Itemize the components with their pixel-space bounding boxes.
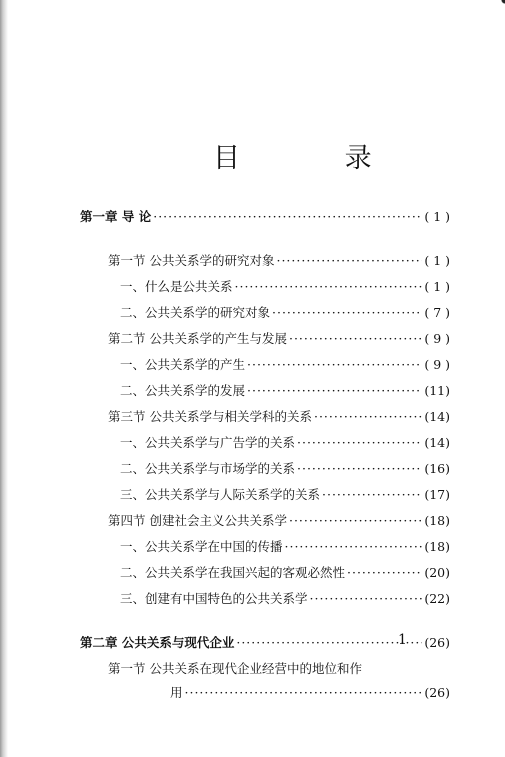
toc-entry-label: 一、公共关系学与广告学的关系 (120, 435, 296, 450)
toc-section (80, 404, 450, 430)
scan-shadow-edge (0, 0, 8, 757)
leader-dots (285, 534, 423, 560)
toc-page-number: ( 1 ) (424, 209, 450, 224)
toc-entry-label: 第一节 公共关系在现代企业经营中的地位和作 (108, 661, 362, 676)
toc-page-number: ( 9 ) (424, 357, 450, 372)
toc-entry-label: 一、公共关系学在中国的传播 (120, 539, 283, 554)
toc-subsection (80, 534, 450, 560)
toc-page-number: (26) (424, 635, 450, 650)
toc-section-wrapped (80, 656, 450, 704)
toc-entry-label: 第四节 创建社会主义公共关系学 (108, 513, 287, 528)
toc-page-number: (14) (424, 435, 450, 450)
toc-page-number: (18) (424, 539, 450, 554)
toc-page-number: (18) (424, 513, 450, 528)
leader-dots (347, 560, 422, 586)
toc-page-number: ( 1 ) (424, 253, 450, 268)
toc-chapter-2 (80, 630, 450, 656)
toc-section (80, 508, 450, 534)
toc-page-number: (16) (424, 461, 450, 476)
toc-page-number: ( 7 ) (424, 305, 450, 320)
toc-subsection (80, 378, 450, 404)
toc-section (80, 326, 450, 352)
toc-page-number: (14) (424, 409, 450, 424)
page-folio-number: 1 (398, 632, 407, 648)
toc-page-number: (20) (424, 565, 450, 580)
toc-page-number: (22) (424, 591, 450, 606)
toc-subsection (80, 300, 450, 326)
leader-dots (153, 204, 422, 230)
leader-dots (276, 248, 422, 274)
leader-dots (297, 456, 422, 482)
toc-entry-label: 二、公共关系学在我国兴起的客观必然性 (120, 565, 346, 580)
toc-page-number: (11) (424, 383, 450, 398)
toc-chapter-1 (80, 204, 450, 230)
leader-dots (289, 326, 422, 352)
leader-dots (247, 352, 422, 378)
scan-corner-mark (493, 0, 505, 12)
leader-dots (272, 300, 422, 326)
toc-entry-label: 第二章 公共关系与现代企业 (80, 635, 235, 650)
toc-subsection (80, 586, 450, 612)
table-of-contents (80, 204, 450, 704)
toc-entry-label: 第一节 公共关系学的研究对象 (108, 253, 275, 268)
toc-page-number: ( 1 ) (424, 279, 450, 294)
toc-entry-label: 二、公共关系学的发展 (120, 383, 246, 398)
toc-subsection (80, 560, 450, 586)
toc-subsection (80, 482, 450, 508)
toc-entry-label: 一、公共关系学的产生 (120, 357, 246, 372)
toc-entry-label: 第三节 公共关系学与相关学科的关系 (108, 409, 312, 424)
leader-dots (247, 378, 422, 404)
leader-dots (322, 482, 422, 508)
leader-dots (314, 404, 422, 430)
leader-dots (236, 630, 422, 656)
toc-subsection (80, 456, 450, 482)
toc-section (80, 248, 450, 274)
toc-entry-label: 二、公共关系学的研究对象 (120, 305, 271, 320)
toc-page-number: (17) (424, 487, 450, 502)
toc-subsection (80, 352, 450, 378)
toc-subsection (80, 274, 450, 300)
toc-entry-label: 三、公共关系学与人际关系学的关系 (120, 487, 321, 502)
toc-entry-label-end: 用 (170, 685, 183, 700)
toc-entry-label: 二、公共关系学与市场学的关系 (120, 461, 296, 476)
toc-page-number: (26) (424, 685, 450, 700)
leader-dots (310, 586, 423, 612)
toc-subsection (80, 430, 450, 456)
toc-entry-continuation (108, 682, 450, 704)
toc-page-number: ( 9 ) (424, 331, 450, 346)
toc-entry-label: 三、创建有中国特色的公共关系学 (120, 591, 308, 606)
leader-dots (185, 682, 423, 704)
toc-entry-label: 一、什么是公共关系 (120, 279, 233, 294)
toc-entry-label: 第一章 导 论 (80, 209, 152, 224)
page-title: 目 录 (213, 143, 420, 174)
leader-dots (297, 430, 422, 456)
toc-entry-label: 第二节 公共关系学的产生与发展 (108, 331, 287, 346)
leader-dots (289, 508, 422, 534)
leader-dots (235, 274, 423, 300)
